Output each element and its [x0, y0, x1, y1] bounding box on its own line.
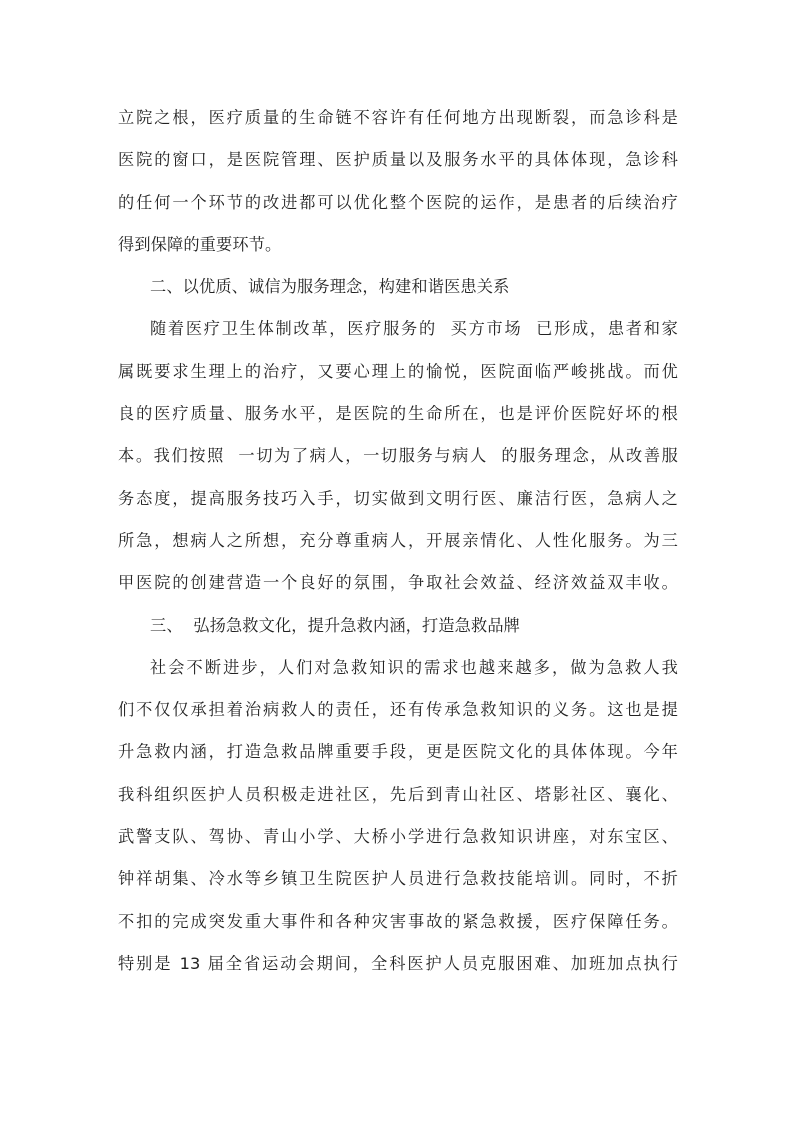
- paragraph-line: 不扣的完成突发重大事件和各种灾害事故的紧急救援，医疗保障任务。: [118, 911, 678, 931]
- paragraph-line: 属既要求生理上的治疗，又要心理上的愉悦，医院面临严峻挑战。而优: [118, 361, 678, 381]
- paragraph-line: 立院之根，医疗质量的生命链不容许有任何地方出现断裂，而急诊科是: [118, 108, 678, 127]
- paragraph-line: 务态度，提高服务技巧入手，切实做到文明行医、廉洁行医，急病人之: [118, 488, 678, 508]
- section-heading: 二、以优质、诚信为服务理念，构建和谐医患关系: [150, 277, 510, 297]
- paragraph-line: 本。我们按照 一切为了病人，一切服务与病人 的服务理念，从改善服: [118, 446, 678, 466]
- paragraph-line: 特别是 13 届全省运动会期间，全科医护人员克服困难、加班加点执行: [118, 953, 678, 973]
- paragraph-line: 医院的窗口，是医院管理、医护质量以及服务水平的具体体现，急诊科: [118, 150, 678, 170]
- paragraph-line: 武警支队、驾协、青山小学、大桥小学进行急救知识讲座，对东宝区、: [118, 827, 678, 847]
- paragraph-line: 我科组织医护人员积极走进社区，先后到青山社区、塔影社区、襄化、: [118, 784, 678, 804]
- paragraph-line: 良的医疗质量、服务水平，是医院的生命所在，也是评价医院好坏的根: [118, 404, 678, 424]
- paragraph-line: 的任何一个环节的改进都可以优化整个医院的运作，是患者的后续治疗: [118, 192, 678, 212]
- section-heading: 三、 弘扬急救文化，提升急救内涵，打造急救品牌: [150, 615, 521, 635]
- paragraph-line: 所急，想病人之所想，充分尊重病人，开展亲情化、人性化服务。为三: [118, 530, 678, 550]
- paragraph-line: 随着医疗卫生体制改革，医疗服务的 买方市场 已形成，患者和家: [150, 319, 678, 339]
- paragraph-line: 社会不断进步，人们对急救知识的需求也越来越多，做为急救人我: [150, 657, 678, 677]
- paragraph-line: 们不仅仅承担着治病救人的责任，还有传承急救知识的义务。这也是提: [118, 700, 678, 720]
- body-text: [118, 102, 678, 990]
- paragraph-line: 得到保障的重要环节。: [118, 234, 282, 254]
- paragraph-line: 甲医院的创建营造一个良好的氛围，争取社会效益、经济效益双丰收。: [118, 573, 678, 593]
- paragraph-line: 钟祥胡集、冷水等乡镇卫生院医护人员进行急救技能培训。同时，不折: [118, 869, 678, 889]
- paragraph-line: 升急救内涵，打造急救品牌重要手段，更是医院文化的具体体现。今年: [118, 742, 678, 762]
